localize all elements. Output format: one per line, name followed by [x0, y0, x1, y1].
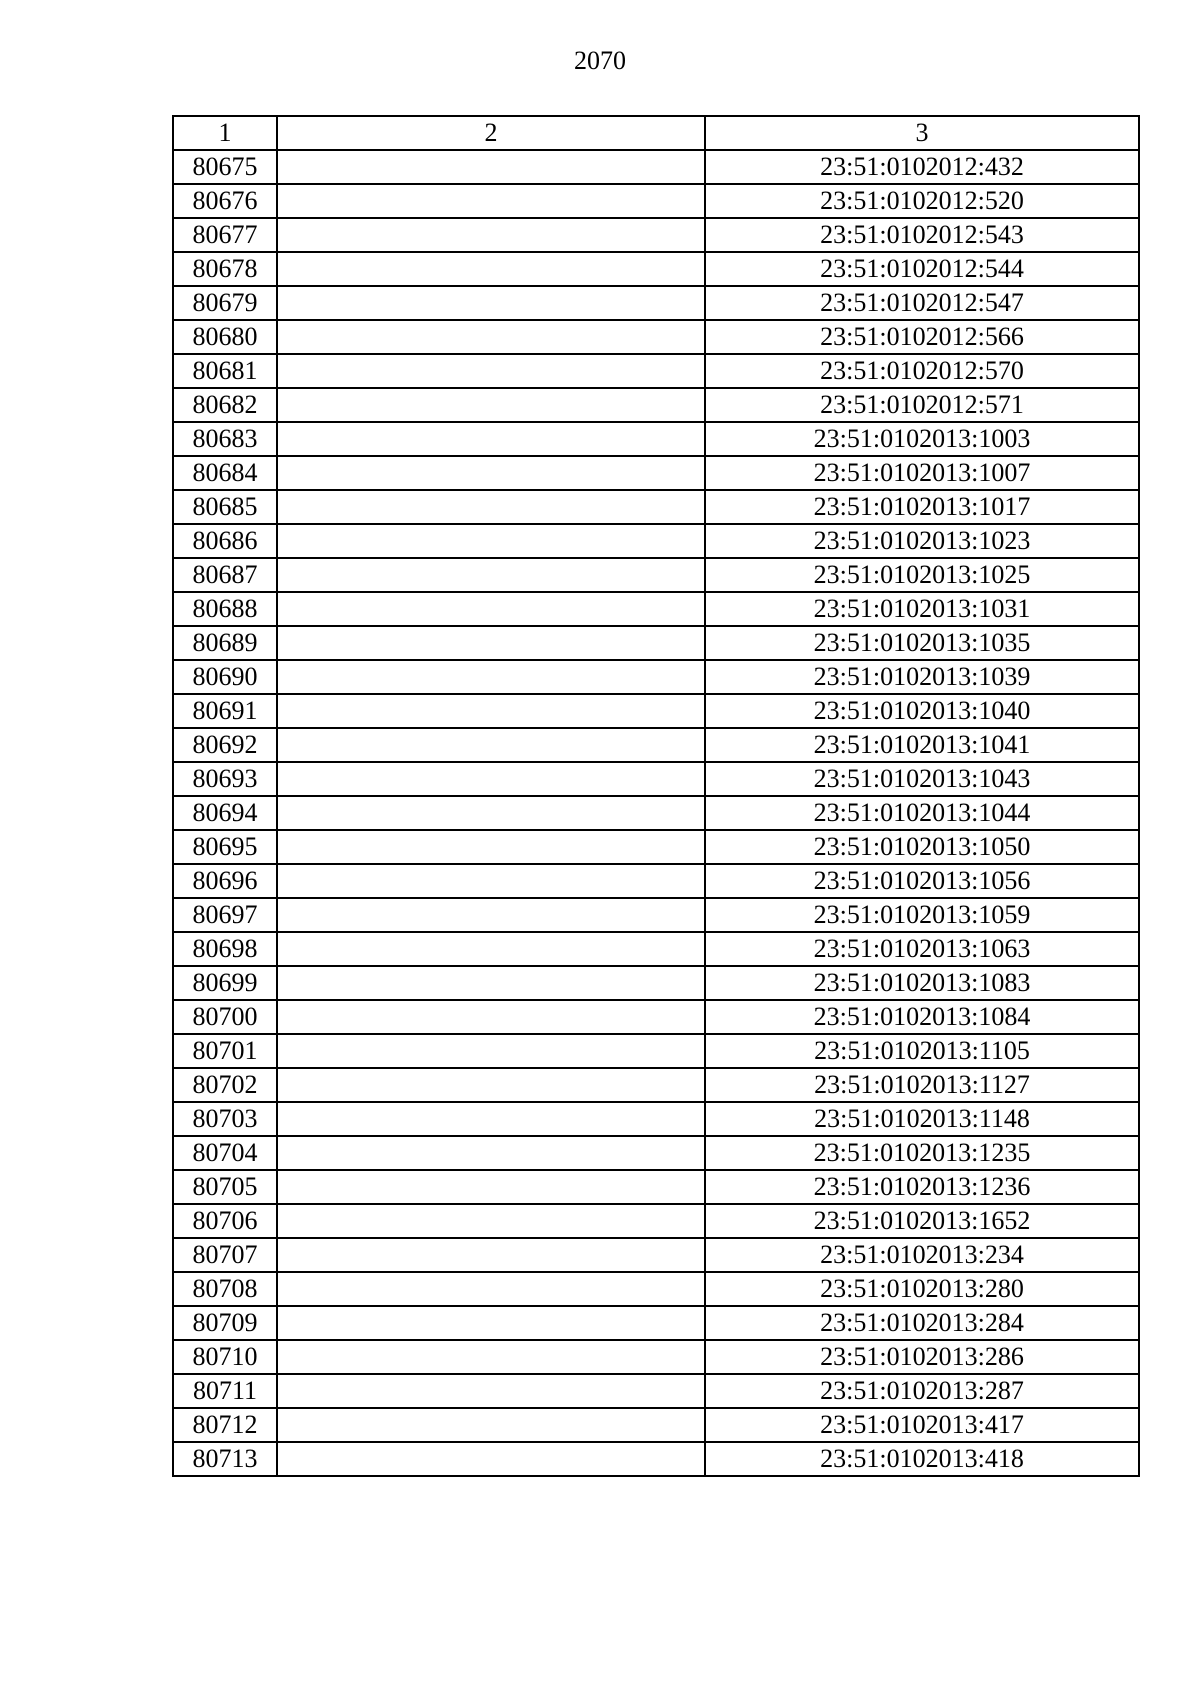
cadastral-number-cell: 23:51:0102013:1031 [705, 592, 1139, 626]
table-row [173, 660, 1139, 694]
row-number-cell: 80710 [173, 1340, 277, 1374]
row-empty-cell [277, 524, 705, 558]
cadastral-number-cell: 23:51:0102013:1059 [705, 898, 1139, 932]
cadastral-number-cell: 23:51:0102013:234 [705, 1238, 1139, 1272]
row-number-cell: 80681 [173, 354, 277, 388]
row-empty-cell [277, 1238, 705, 1272]
row-number-cell: 80679 [173, 286, 277, 320]
row-number-cell: 80697 [173, 898, 277, 932]
cadastral-number-cell: 23:51:0102012:570 [705, 354, 1139, 388]
table-row [173, 592, 1139, 626]
table-row [173, 1204, 1139, 1238]
table-row [173, 1340, 1139, 1374]
table-row [173, 1136, 1139, 1170]
row-number-cell: 80709 [173, 1306, 277, 1340]
row-empty-cell [277, 1272, 705, 1306]
table-row [173, 1306, 1139, 1340]
cadastral-number-cell: 23:51:0102013:1003 [705, 422, 1139, 456]
row-number-cell: 80692 [173, 728, 277, 762]
row-number-cell: 80703 [173, 1102, 277, 1136]
row-empty-cell [277, 490, 705, 524]
row-number-cell: 80711 [173, 1374, 277, 1408]
row-empty-cell [277, 796, 705, 830]
table-row [173, 388, 1139, 422]
cadastral-number-cell: 23:51:0102013:1235 [705, 1136, 1139, 1170]
cadastral-number-cell: 23:51:0102013:1084 [705, 1000, 1139, 1034]
row-empty-cell [277, 660, 705, 694]
table-row [173, 1374, 1139, 1408]
row-empty-cell [277, 1034, 705, 1068]
row-empty-cell [277, 1340, 705, 1374]
row-empty-cell [277, 728, 705, 762]
row-empty-cell [277, 1442, 705, 1476]
table-header [173, 116, 1139, 150]
row-number-cell: 80706 [173, 1204, 277, 1238]
row-number-cell: 80707 [173, 1238, 277, 1272]
row-empty-cell [277, 864, 705, 898]
cadastral-number-cell: 23:51:0102013:1041 [705, 728, 1139, 762]
table-row [173, 286, 1139, 320]
table-row [173, 354, 1139, 388]
cadastral-number-cell: 23:51:0102013:286 [705, 1340, 1139, 1374]
row-number-cell: 80713 [173, 1442, 277, 1476]
row-number-cell: 80712 [173, 1408, 277, 1442]
cadastral-number-cell: 23:51:0102013:1023 [705, 524, 1139, 558]
row-number-cell: 80675 [173, 150, 277, 184]
row-empty-cell [277, 830, 705, 864]
row-number-cell: 80684 [173, 456, 277, 490]
header-col-3: 3 [705, 116, 1139, 150]
registry-table [172, 115, 1140, 1477]
row-empty-cell [277, 1408, 705, 1442]
cadastral-number-cell: 23:51:0102013:1127 [705, 1068, 1139, 1102]
table-row [173, 218, 1139, 252]
table-row [173, 1442, 1139, 1476]
cadastral-number-cell: 23:51:0102013:1063 [705, 932, 1139, 966]
row-number-cell: 80686 [173, 524, 277, 558]
row-number-cell: 80688 [173, 592, 277, 626]
table-row [173, 796, 1139, 830]
header-row [173, 116, 1139, 150]
row-empty-cell [277, 932, 705, 966]
table-row [173, 1238, 1139, 1272]
row-empty-cell [277, 898, 705, 932]
cadastral-number-cell: 23:51:0102013:284 [705, 1306, 1139, 1340]
table-row [173, 422, 1139, 456]
row-empty-cell [277, 456, 705, 490]
cadastral-number-cell: 23:51:0102013:1044 [705, 796, 1139, 830]
row-empty-cell [277, 1204, 705, 1238]
page-number: 2070 [574, 46, 626, 75]
cadastral-number-cell: 23:51:0102013:1007 [705, 456, 1139, 490]
row-number-cell: 80700 [173, 1000, 277, 1034]
cadastral-number-cell: 23:51:0102013:1083 [705, 966, 1139, 1000]
row-empty-cell [277, 762, 705, 796]
table-row [173, 320, 1139, 354]
row-empty-cell [277, 558, 705, 592]
table-row [173, 1408, 1139, 1442]
cadastral-number-cell: 23:51:0102013:1035 [705, 626, 1139, 660]
row-empty-cell [277, 184, 705, 218]
row-empty-cell [277, 1136, 705, 1170]
table-row [173, 184, 1139, 218]
row-number-cell: 80687 [173, 558, 277, 592]
table-row [173, 966, 1139, 1000]
cadastral-number-cell: 23:51:0102013:280 [705, 1272, 1139, 1306]
table-row [173, 150, 1139, 184]
table-row [173, 1034, 1139, 1068]
row-empty-cell [277, 694, 705, 728]
table-row [173, 456, 1139, 490]
row-number-cell: 80682 [173, 388, 277, 422]
cadastral-number-cell: 23:51:0102013:417 [705, 1408, 1139, 1442]
row-number-cell: 80678 [173, 252, 277, 286]
row-number-cell: 80699 [173, 966, 277, 1000]
row-empty-cell [277, 218, 705, 252]
table-row [173, 252, 1139, 286]
cadastral-number-cell: 23:51:0102013:1017 [705, 490, 1139, 524]
row-empty-cell [277, 388, 705, 422]
cadastral-number-cell: 23:51:0102013:1236 [705, 1170, 1139, 1204]
row-empty-cell [277, 286, 705, 320]
row-empty-cell [277, 252, 705, 286]
cadastral-number-cell: 23:51:0102012:547 [705, 286, 1139, 320]
row-number-cell: 80698 [173, 932, 277, 966]
row-number-cell: 80685 [173, 490, 277, 524]
table-row [173, 932, 1139, 966]
table-row [173, 864, 1139, 898]
row-number-cell: 80693 [173, 762, 277, 796]
cadastral-number-cell: 23:51:0102013:1040 [705, 694, 1139, 728]
cadastral-number-cell: 23:51:0102013:1043 [705, 762, 1139, 796]
cadastral-number-cell: 23:51:0102013:1148 [705, 1102, 1139, 1136]
cadastral-number-cell: 23:51:0102013:1050 [705, 830, 1139, 864]
row-number-cell: 80702 [173, 1068, 277, 1102]
row-empty-cell [277, 592, 705, 626]
cadastral-number-cell: 23:51:0102013:1056 [705, 864, 1139, 898]
row-number-cell: 80705 [173, 1170, 277, 1204]
row-number-cell: 80676 [173, 184, 277, 218]
cadastral-number-cell: 23:51:0102012:566 [705, 320, 1139, 354]
row-number-cell: 80695 [173, 830, 277, 864]
cadastral-number-cell: 23:51:0102013:287 [705, 1374, 1139, 1408]
table-row [173, 626, 1139, 660]
row-number-cell: 80689 [173, 626, 277, 660]
row-number-cell: 80701 [173, 1034, 277, 1068]
row-empty-cell [277, 1306, 705, 1340]
table-body [173, 150, 1139, 1476]
row-number-cell: 80691 [173, 694, 277, 728]
table-row [173, 1000, 1139, 1034]
table-row [173, 1272, 1139, 1306]
cadastral-number-cell: 23:51:0102013:1025 [705, 558, 1139, 592]
row-empty-cell [277, 966, 705, 1000]
table-row [173, 558, 1139, 592]
row-number-cell: 80694 [173, 796, 277, 830]
row-number-cell: 80683 [173, 422, 277, 456]
row-empty-cell [277, 1374, 705, 1408]
cadastral-number-cell: 23:51:0102012:544 [705, 252, 1139, 286]
cadastral-number-cell: 23:51:0102013:1039 [705, 660, 1139, 694]
table-row [173, 728, 1139, 762]
row-empty-cell [277, 320, 705, 354]
table-row [173, 830, 1139, 864]
cadastral-number-cell: 23:51:0102012:543 [705, 218, 1139, 252]
row-number-cell: 80680 [173, 320, 277, 354]
row-empty-cell [277, 1068, 705, 1102]
row-empty-cell [277, 150, 705, 184]
header-col-2: 2 [277, 116, 705, 150]
cadastral-number-cell: 23:51:0102013:1105 [705, 1034, 1139, 1068]
cadastral-number-cell: 23:51:0102013:1652 [705, 1204, 1139, 1238]
table-row [173, 1102, 1139, 1136]
table-row [173, 1068, 1139, 1102]
row-number-cell: 80677 [173, 218, 277, 252]
cadastral-number-cell: 23:51:0102012:520 [705, 184, 1139, 218]
cadastral-number-cell: 23:51:0102013:418 [705, 1442, 1139, 1476]
row-empty-cell [277, 1170, 705, 1204]
table-row [173, 1170, 1139, 1204]
row-empty-cell [277, 1000, 705, 1034]
table-row [173, 524, 1139, 558]
row-number-cell: 80708 [173, 1272, 277, 1306]
table-row [173, 762, 1139, 796]
table-row [173, 490, 1139, 524]
row-number-cell: 80704 [173, 1136, 277, 1170]
table-row [173, 898, 1139, 932]
table-row [173, 694, 1139, 728]
row-empty-cell [277, 1102, 705, 1136]
row-number-cell: 80690 [173, 660, 277, 694]
header-col-1: 1 [173, 116, 277, 150]
cadastral-number-cell: 23:51:0102012:432 [705, 150, 1139, 184]
row-empty-cell [277, 354, 705, 388]
row-number-cell: 80696 [173, 864, 277, 898]
row-empty-cell [277, 422, 705, 456]
row-empty-cell [277, 626, 705, 660]
cadastral-number-cell: 23:51:0102012:571 [705, 388, 1139, 422]
